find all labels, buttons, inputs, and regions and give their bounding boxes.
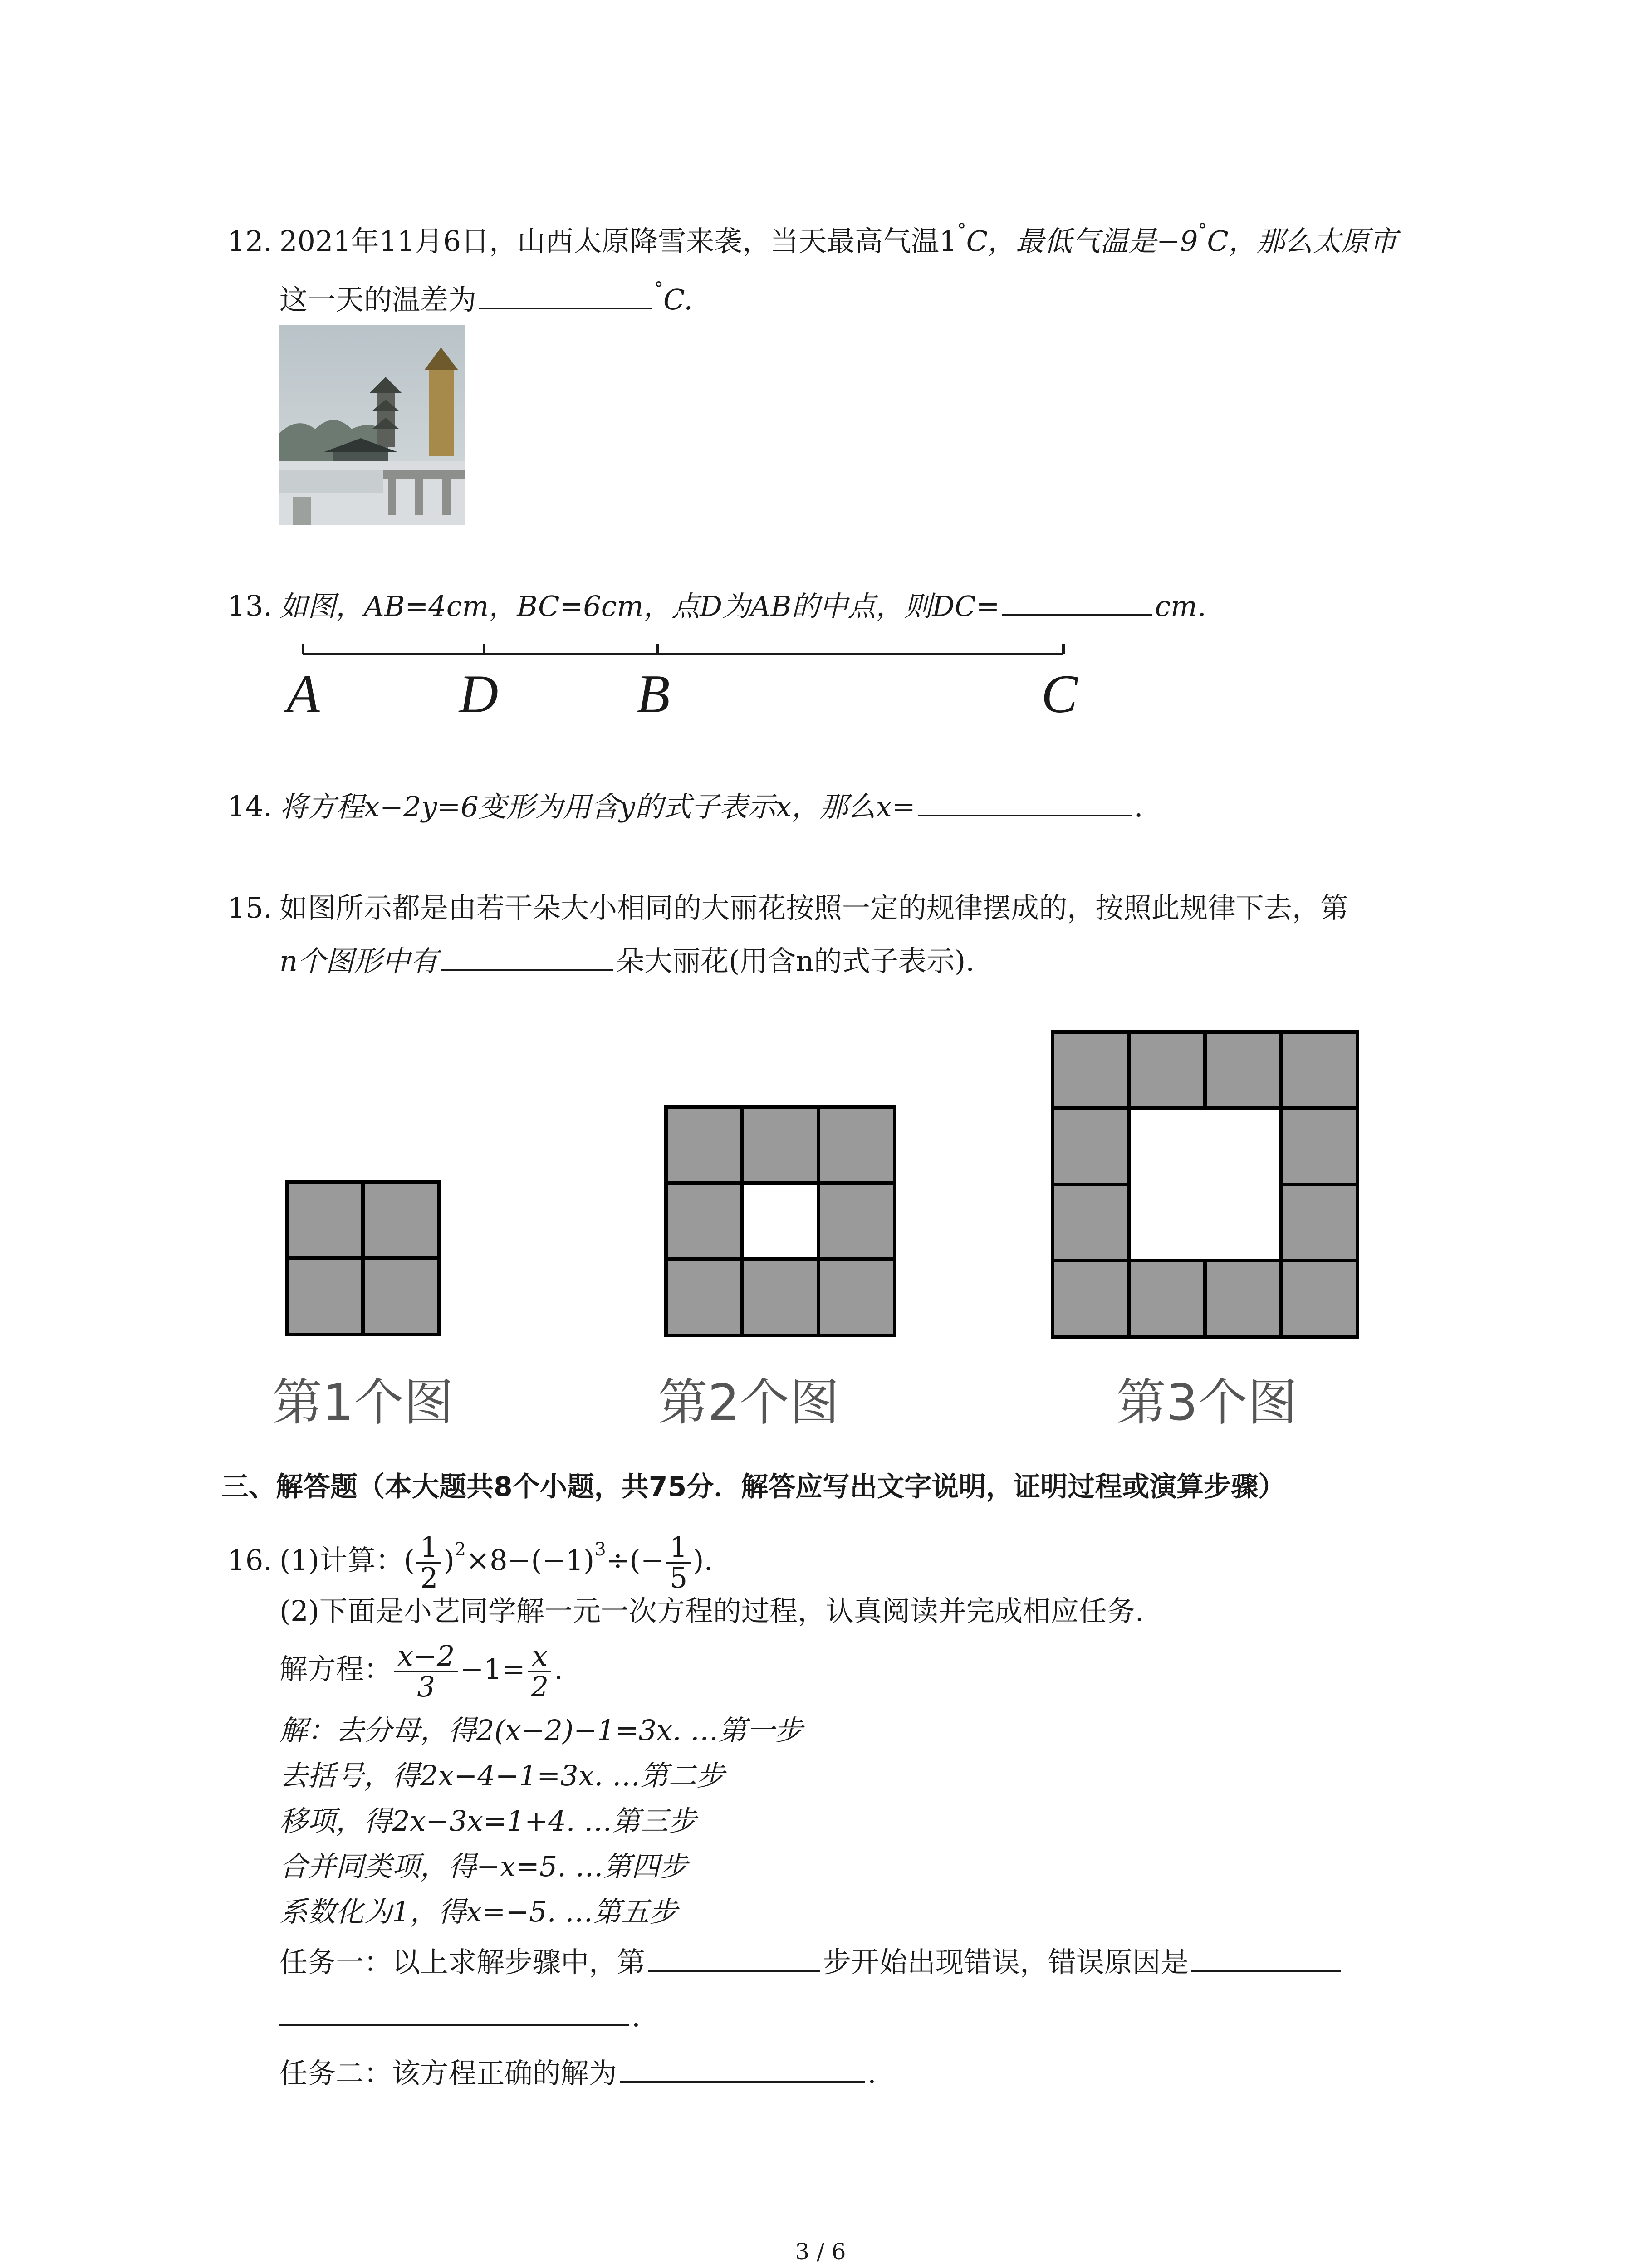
answer-blank[interactable]	[620, 2055, 865, 2083]
answer-blank[interactable]	[1191, 1944, 1341, 1972]
section-heading: 三、解答题（本大题共8个小题，共75分．解答应写出文字说明，证明过程或演算步骤）	[221, 1471, 1286, 1503]
flower-pattern-figures	[272, 1021, 1388, 1429]
figure-label-1: 第1个图	[272, 1374, 454, 1429]
pattern-figure-2	[666, 1107, 895, 1335]
pattern-figure-3	[1053, 1032, 1357, 1337]
answer-blank[interactable]	[441, 943, 613, 971]
question-number: 15.	[227, 891, 272, 924]
question-16-part1: (1)计算：( $\frac{1}{2}$ )$^2\times 8-(-1)^3\div(-$ $\frac{1}{5}$ ).	[279, 1530, 713, 1594]
solution-step-4: 合并同类项，得−x=5. …第四步	[279, 1850, 688, 1883]
question-number: 13.	[227, 589, 272, 622]
figure-label-3: 第3个图	[1116, 1374, 1298, 1429]
question-15-line2: n个图形中有 朵大丽花(用含n的式子表示).	[279, 943, 975, 979]
figure-label-2: 第2个图	[658, 1374, 839, 1429]
solution-step-2: 去括号，得2x−4−1=3x. …第二步	[279, 1759, 725, 1792]
answer-blank[interactable]	[918, 788, 1132, 816]
solution-step-1: 解：去分母，得2(x−2)−1=3x. …第一步	[279, 1714, 803, 1747]
point-label-c: C	[1041, 664, 1078, 724]
question-number: 12.	[227, 225, 272, 258]
task-two: 任务二：该方程正确的解为 .	[279, 2055, 877, 2092]
task-one-continued: .	[279, 1998, 641, 2035]
question-16-part2: (2)下面是小艺同学解一元一次方程的过程，认真阅读并完成相应任务.	[279, 1594, 1144, 1628]
question-number: 16.	[227, 1544, 272, 1577]
equation: 解方程： $\frac{x-2}{3}$ −1= $\frac{x}{2}$ .	[279, 1639, 563, 1703]
answer-blank[interactable]	[279, 1998, 629, 2026]
answer-blank[interactable]	[479, 281, 652, 309]
task-one: 任务一：以上求解步骤中，第 步开始出现错误，错误原因是	[279, 1944, 1344, 1980]
answer-blank[interactable]	[1002, 588, 1152, 616]
question-number: 14.	[227, 790, 272, 823]
answer-blank[interactable]	[648, 1944, 820, 1972]
question-15-line1: 如图所示都是由若干朵大小相同的大丽花按照一定的规律摆成的，按照此规律下去，第	[279, 891, 1349, 924]
question-12-line1: 2021年11月6日，山西太原降雪来袭，当天最高气温1°C，最低气温是−9°C，那么太原市	[279, 220, 1397, 258]
question-12-line2: 这一天的温差为 °C.	[279, 279, 693, 316]
snow-scene-photo	[279, 325, 465, 525]
point-label-b: B	[637, 664, 670, 724]
question-14-text: 将方程x−2y=6变形为用含y的式子表示x，那么x= .	[279, 788, 1143, 825]
page-number: 3 / 6	[795, 2239, 846, 2265]
segment-diagram	[272, 631, 1134, 739]
solution-step-5: 系数化为1，得x=−5. …第五步	[279, 1895, 678, 1928]
pattern-figure-1	[287, 1182, 439, 1334]
question-13-text: 如图，AB=4cm，BC=6cm，点D为AB的中点，则DC= cm.	[279, 588, 1206, 625]
solution-step-3: 移项，得2x−3x=1+4. …第三步	[279, 1804, 696, 1838]
point-label-a: A	[286, 664, 320, 724]
point-label-d: D	[459, 664, 499, 724]
